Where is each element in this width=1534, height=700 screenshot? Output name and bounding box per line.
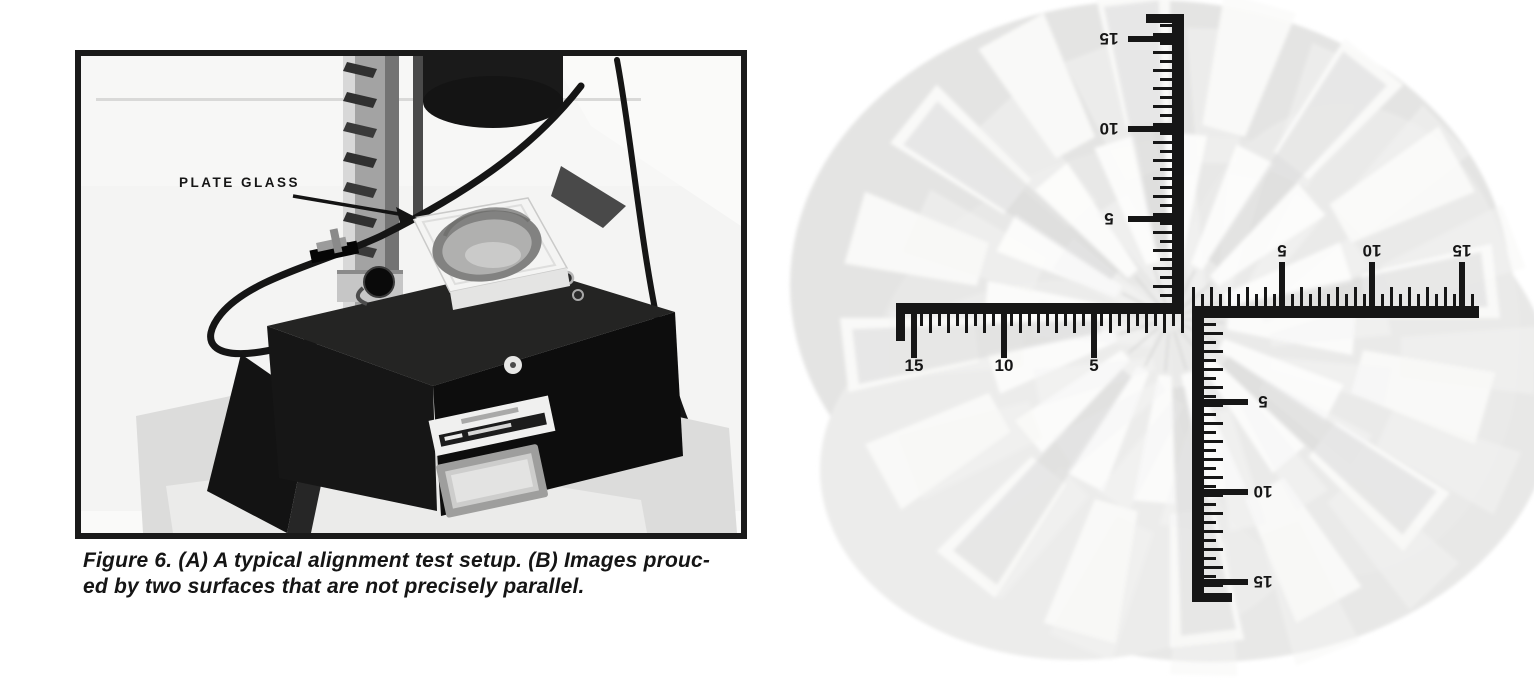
plate-glass-annotation: PLATE GLASS — [179, 175, 301, 190]
major-tick — [1128, 36, 1172, 42]
ruler-bar — [896, 303, 1184, 314]
major-tick — [1128, 216, 1172, 222]
major-tick — [1128, 126, 1172, 132]
major-tick — [1204, 489, 1248, 495]
tick-label: 10 — [994, 356, 1014, 375]
major-tick — [1459, 262, 1465, 306]
tick-label: 15 — [1253, 572, 1273, 591]
ruler-unit-ticks — [1216, 314, 1223, 596]
major-tick — [911, 314, 917, 358]
tick-label: 5 — [1277, 241, 1287, 260]
caption-line-1: Figure 6. (A) A typical alignment test setup. (B) Images prouc- — [83, 549, 711, 572]
major-tick — [1279, 262, 1285, 306]
ruler-unit-ticks — [898, 326, 1184, 333]
ruler-minor-ticks — [1160, 16, 1172, 306]
ruler-unit-ticks — [1153, 16, 1160, 306]
ruler-bar — [1192, 312, 1204, 602]
major-tick — [1001, 314, 1007, 358]
ruler-bar — [1192, 306, 1479, 318]
major-tick — [1204, 399, 1248, 405]
photo-image — [81, 56, 741, 533]
optical-head — [423, 56, 563, 128]
tick-label: 10 — [1099, 119, 1119, 138]
reticle-figure-b — [780, 0, 1534, 700]
tick-label: 15 — [1099, 29, 1119, 48]
tick-label: 10 — [1253, 482, 1273, 501]
caption-line-2: ed by two surfaces that are not precisely parallel. — [83, 575, 585, 598]
ruler-minor-ticks — [1192, 294, 1477, 306]
ruler-bar — [1172, 14, 1184, 309]
tick-label: 5 — [1089, 356, 1099, 375]
tick-label: 15 — [1452, 241, 1472, 260]
front-knob — [504, 356, 522, 374]
figure-caption — [83, 548, 783, 600]
major-tick — [1204, 579, 1248, 585]
tick-label: 15 — [904, 356, 924, 375]
tick-label: 5 — [1104, 209, 1114, 228]
major-tick — [1091, 314, 1097, 358]
ruler-minor-ticks — [1204, 314, 1216, 596]
ruler-minor-ticks — [898, 314, 1184, 326]
ruler-unit-ticks — [1192, 287, 1477, 294]
tick-label: 10 — [1362, 241, 1382, 260]
major-tick — [1369, 262, 1375, 306]
tick-label: 5 — [1258, 392, 1268, 411]
photo-figure-a — [75, 50, 747, 539]
